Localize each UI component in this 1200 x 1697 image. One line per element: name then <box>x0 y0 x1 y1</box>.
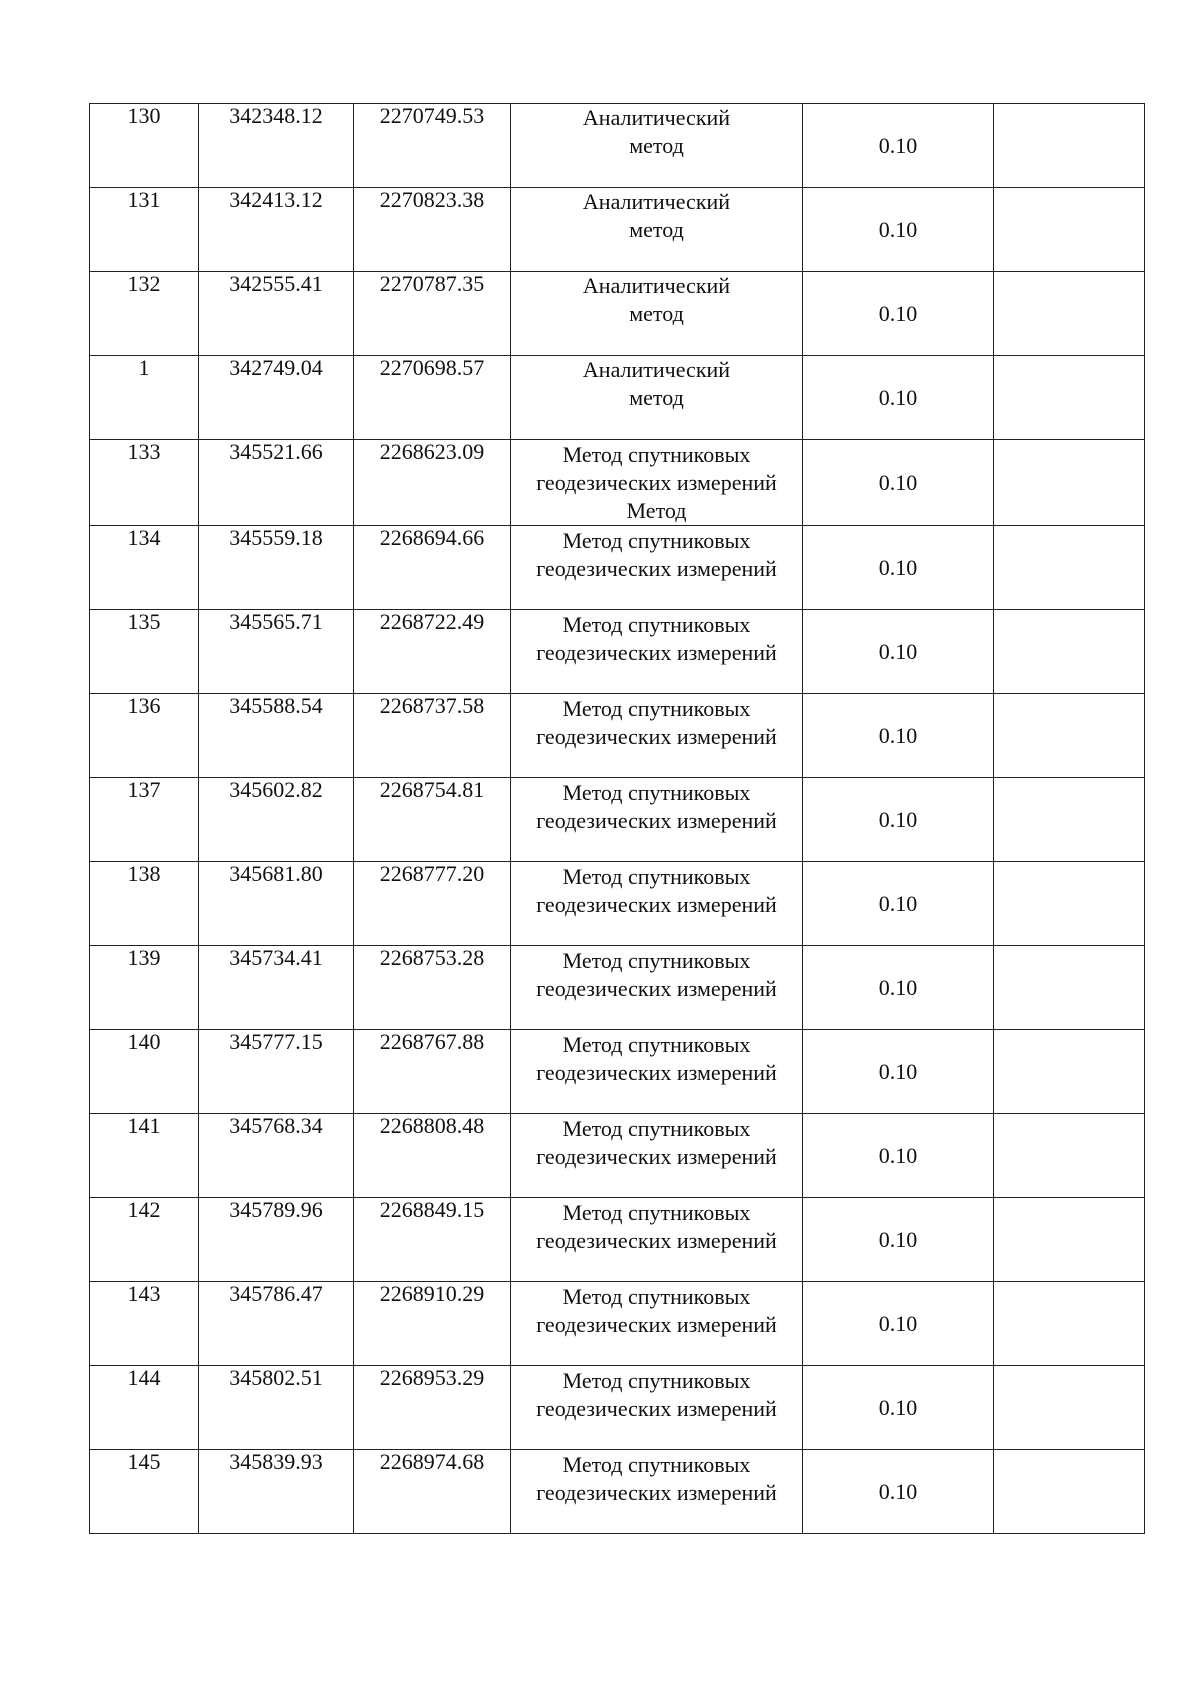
table-row <box>90 778 1145 862</box>
method-text-line: Метод спутниковых <box>562 1368 751 1393</box>
table-body <box>90 104 1145 1534</box>
note-cell <box>994 1198 1145 1282</box>
coordinates-table <box>89 103 1145 1534</box>
method-text-line: Метод спутниковых <box>562 442 751 467</box>
method-text-line: Аналитический <box>582 273 731 298</box>
method-cell <box>511 188 803 272</box>
x-coordinate-cell: 342413.12 <box>199 188 354 272</box>
method-cell <box>511 694 803 778</box>
y-coordinate-cell: 2268767.88 <box>354 1030 511 1114</box>
y-coordinate-cell: 2268754.81 <box>354 778 511 862</box>
x-coordinate-cell: 345777.15 <box>199 1030 354 1114</box>
x-coordinate-cell: 345839.93 <box>199 1450 354 1534</box>
accuracy-cell: 0.10 <box>803 272 994 356</box>
method-text-line: Метод спутниковых <box>562 528 751 553</box>
y-coordinate-cell: 2268953.29 <box>354 1366 511 1450</box>
method-text-line: Метод спутниковых <box>562 948 751 973</box>
y-coordinate-cell: 2268722.49 <box>354 610 511 694</box>
table-row <box>90 1450 1145 1534</box>
note-cell <box>994 1282 1145 1366</box>
method-cell <box>511 1366 803 1450</box>
method-text-line: Аналитический <box>582 189 731 214</box>
method-text-line: геодезических измерений <box>536 470 777 495</box>
x-coordinate-cell: 342555.41 <box>199 272 354 356</box>
note-cell <box>994 694 1145 778</box>
y-coordinate-cell: 2270698.57 <box>354 356 511 440</box>
note-cell <box>994 862 1145 946</box>
x-coordinate-cell: 345565.71 <box>199 610 354 694</box>
method-cell <box>511 946 803 1030</box>
table-row <box>90 1030 1145 1114</box>
point-number-cell: 130 <box>90 104 199 188</box>
accuracy-cell: 0.10 <box>803 694 994 778</box>
method-text-line: геодезических измерений <box>536 1480 777 1505</box>
x-coordinate-cell: 345559.18 <box>199 526 354 610</box>
x-coordinate-cell: 345786.47 <box>199 1282 354 1366</box>
method-cell <box>511 862 803 946</box>
method-text-line: метод <box>629 217 684 242</box>
method-text-line: геодезических измерений <box>536 1312 777 1337</box>
accuracy-cell: 0.10 <box>803 104 994 188</box>
x-coordinate-cell: 345768.34 <box>199 1114 354 1198</box>
method-cell <box>511 1282 803 1366</box>
point-number-cell: 1 <box>90 356 199 440</box>
x-coordinate-cell: 342749.04 <box>199 356 354 440</box>
method-text-line: геодезических измерений <box>536 1396 777 1421</box>
x-coordinate-cell: 345734.41 <box>199 946 354 1030</box>
note-cell <box>994 610 1145 694</box>
point-number-cell: 134 <box>90 526 199 610</box>
method-text-line: геодезических измерений <box>536 1060 777 1085</box>
accuracy-cell: 0.10 <box>803 610 994 694</box>
accuracy-cell: 0.10 <box>803 440 994 526</box>
method-text-line: геодезических измерений <box>536 808 777 833</box>
method-text-line: метод <box>629 385 684 410</box>
accuracy-cell: 0.10 <box>803 862 994 946</box>
method-text-line: геодезических измерений <box>536 976 777 1001</box>
table-row <box>90 1198 1145 1282</box>
y-coordinate-cell: 2268777.20 <box>354 862 511 946</box>
method-text-line: геодезических измерений <box>536 724 777 749</box>
method-text-line: геодезических измерений <box>536 1228 777 1253</box>
point-number-cell: 139 <box>90 946 199 1030</box>
method-cell <box>511 1198 803 1282</box>
accuracy-cell: 0.10 <box>803 1198 994 1282</box>
note-cell <box>994 272 1145 356</box>
y-coordinate-cell: 2270787.35 <box>354 272 511 356</box>
method-cell <box>511 526 803 610</box>
method-text-line: Метод спутниковых <box>562 612 751 637</box>
point-number-cell: 145 <box>90 1450 199 1534</box>
point-number-cell: 131 <box>90 188 199 272</box>
note-cell <box>994 1114 1145 1198</box>
method-cell <box>511 1450 803 1534</box>
note-cell <box>994 356 1145 440</box>
y-coordinate-cell: 2270749.53 <box>354 104 511 188</box>
y-coordinate-cell: 2268694.66 <box>354 526 511 610</box>
y-coordinate-cell: 2268849.15 <box>354 1198 511 1282</box>
method-text-line: Аналитический <box>582 357 731 382</box>
method-text-line: Метод спутниковых <box>562 1032 751 1057</box>
table-row <box>90 862 1145 946</box>
method-cell <box>511 778 803 862</box>
table-row <box>90 1366 1145 1450</box>
note-cell <box>994 778 1145 862</box>
note-cell <box>994 1030 1145 1114</box>
method-text-line: геодезических измерений <box>536 640 777 665</box>
table-row <box>90 694 1145 778</box>
point-number-cell: 137 <box>90 778 199 862</box>
accuracy-cell: 0.10 <box>803 1030 994 1114</box>
x-coordinate-cell: 345802.51 <box>199 1366 354 1450</box>
method-cell <box>511 1030 803 1114</box>
x-coordinate-cell: 345681.80 <box>199 862 354 946</box>
method-cell <box>511 610 803 694</box>
method-cell <box>511 356 803 440</box>
table-row <box>90 1282 1145 1366</box>
y-coordinate-cell: 2270823.38 <box>354 188 511 272</box>
x-coordinate-cell: 345789.96 <box>199 1198 354 1282</box>
method-text-line: геодезических измерений <box>536 556 777 581</box>
accuracy-cell: 0.10 <box>803 356 994 440</box>
point-number-cell: 140 <box>90 1030 199 1114</box>
x-coordinate-cell: 345602.82 <box>199 778 354 862</box>
method-cell <box>511 104 803 188</box>
note-cell <box>994 1450 1145 1534</box>
point-number-cell: 143 <box>90 1282 199 1366</box>
accuracy-cell: 0.10 <box>803 1450 994 1534</box>
point-number-cell: 141 <box>90 1114 199 1198</box>
table-row <box>90 104 1145 188</box>
note-cell <box>994 104 1145 188</box>
method-text-line: геодезических измерений <box>536 1144 777 1169</box>
method-text-line: метод <box>629 133 684 158</box>
y-coordinate-cell: 2268974.68 <box>354 1450 511 1534</box>
method-text-line: Метод спутниковых <box>562 864 751 889</box>
table-row <box>90 188 1145 272</box>
accuracy-cell: 0.10 <box>803 526 994 610</box>
y-coordinate-cell: 2268808.48 <box>354 1114 511 1198</box>
y-coordinate-cell: 2268753.28 <box>354 946 511 1030</box>
method-text-line: Метод спутниковых <box>562 1452 751 1477</box>
accuracy-cell: 0.10 <box>803 778 994 862</box>
note-cell <box>994 440 1145 526</box>
note-cell <box>994 946 1145 1030</box>
table-row <box>90 440 1145 526</box>
x-coordinate-cell: 345588.54 <box>199 694 354 778</box>
note-cell <box>994 188 1145 272</box>
method-text-line: Метод <box>626 498 687 523</box>
accuracy-cell: 0.10 <box>803 946 994 1030</box>
note-cell <box>994 526 1145 610</box>
table-row <box>90 1114 1145 1198</box>
method-text-line: метод <box>629 301 684 326</box>
accuracy-cell: 0.10 <box>803 1366 994 1450</box>
table-row <box>90 356 1145 440</box>
method-text-line: Метод спутниковых <box>562 780 751 805</box>
method-text-line: Метод спутниковых <box>562 1116 751 1141</box>
method-text-line: Аналитический <box>582 105 731 130</box>
method-cell <box>511 440 803 526</box>
x-coordinate-cell: 345521.66 <box>199 440 354 526</box>
table-row <box>90 610 1145 694</box>
method-cell <box>511 1114 803 1198</box>
y-coordinate-cell: 2268623.09 <box>354 440 511 526</box>
accuracy-cell: 0.10 <box>803 1282 994 1366</box>
method-text-line: Метод спутниковых <box>562 696 751 721</box>
method-text-line: Метод спутниковых <box>562 1200 751 1225</box>
x-coordinate-cell: 342348.12 <box>199 104 354 188</box>
accuracy-cell: 0.10 <box>803 188 994 272</box>
point-number-cell: 144 <box>90 1366 199 1450</box>
method-text-line: Метод спутниковых <box>562 1284 751 1309</box>
table-row <box>90 526 1145 610</box>
accuracy-cell: 0.10 <box>803 1114 994 1198</box>
point-number-cell: 132 <box>90 272 199 356</box>
point-number-cell: 142 <box>90 1198 199 1282</box>
point-number-cell: 135 <box>90 610 199 694</box>
point-number-cell: 133 <box>90 440 199 526</box>
table-row <box>90 946 1145 1030</box>
point-number-cell: 136 <box>90 694 199 778</box>
method-text-line: геодезических измерений <box>536 892 777 917</box>
y-coordinate-cell: 2268737.58 <box>354 694 511 778</box>
table-row <box>90 272 1145 356</box>
note-cell <box>994 1366 1145 1450</box>
point-number-cell: 138 <box>90 862 199 946</box>
method-cell <box>511 272 803 356</box>
y-coordinate-cell: 2268910.29 <box>354 1282 511 1366</box>
